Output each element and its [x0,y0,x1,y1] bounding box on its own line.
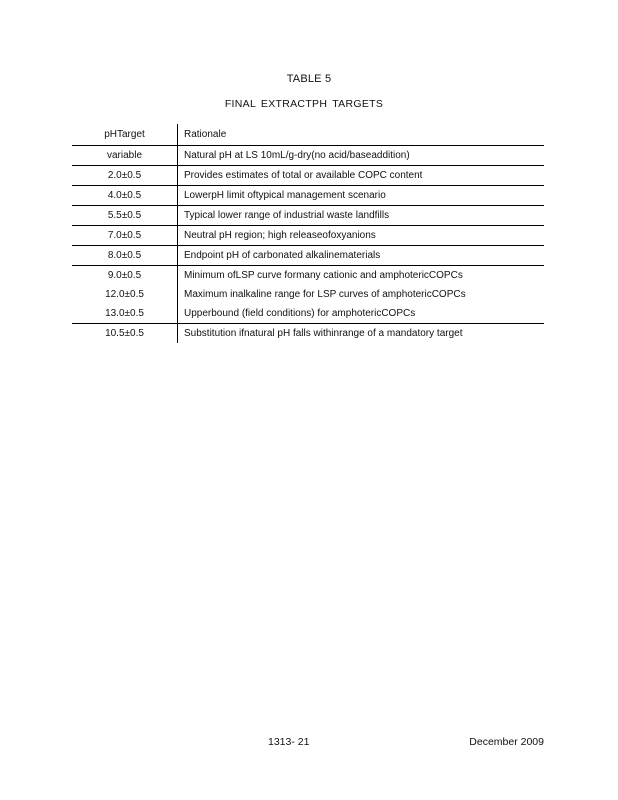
table-row [72,206,544,226]
ph-targets-table [72,124,544,343]
table-title: TABLE 5 [286,73,332,85]
header-rationale: Rationale [178,124,545,146]
cell-ph-target: 10.5±0.5 [72,324,178,344]
table-row [72,226,544,246]
cell-rationale: Provides estimates of total or available COPC content [178,166,545,186]
cell-ph-target: variable [72,146,178,166]
cell-ph-target: 2.0±0.5 [72,166,178,186]
cell-rationale: Substitution ifnatural pH falls withinrange of a mandatory target [184,328,463,339]
table-row [72,266,544,286]
table-row [72,304,544,324]
table-row [72,166,544,186]
cell-rationale: Endpoint pH of carbonated alkalinematerials [178,246,545,266]
cell-ph-target: 12.0±0.5 [72,285,178,304]
table-row [72,324,544,344]
page-number: 1313- 21 [268,736,310,748]
cell-ph-target: 5.5±0.5 [72,206,178,226]
cell-rationale: Neutral pH region; high releaseofoxyanions [178,226,545,246]
header-ph-target: pHTarget [72,124,178,146]
cell-rationale: Typical lower range of industrial waste landfills [178,206,545,226]
table-row [72,285,544,304]
cell-rationale: Minimum ofLSP curve formany cationic and amphotericCOPCs [184,270,463,281]
cell-rationale: Natural pH at LS 10mL/g-dry(no acid/baseaddition) [178,146,545,166]
cell-ph-target: 7.0±0.5 [72,226,178,246]
cell-ph-target: 8.0±0.5 [72,246,178,266]
cell-rationale: Maximum inalkaline range for LSP curves of amphotericCOPCs [184,289,466,300]
cell-ph-target: 4.0±0.5 [72,186,178,206]
table-row [72,186,544,206]
table-row [72,246,544,266]
cell-rationale: LowerpH limit oftypical management scenario [178,186,545,206]
table-header-row [72,124,544,146]
cell-rationale: Upperbound (field conditions) for amphotericCOPCs [178,304,545,324]
table-row [72,146,544,166]
table-subtitle: FINAL EXTRACTPH TARGETS [224,98,384,110]
cell-ph-target: 9.0±0.5 [72,266,178,286]
footer-date: December 2009 [469,736,544,748]
cell-ph-target: 13.0±0.5 [72,304,178,324]
